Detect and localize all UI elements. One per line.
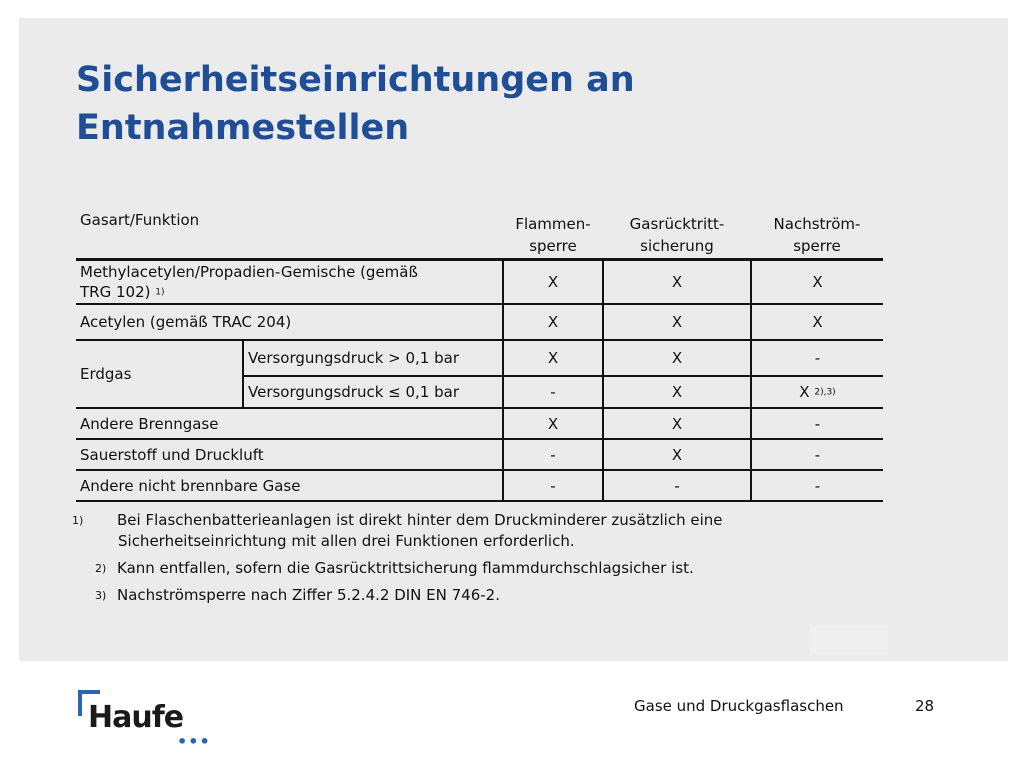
- cell-value: X: [603, 376, 751, 408]
- title-line-2: Entnahmestellen: [76, 108, 410, 148]
- footnote-text: Bei Flaschenbatterieanlagen ist direkt hinter dem Druckminderer zusätzlich eine Sicherheitseinrichtung mit allen drei Funktionen erforderlich.: [117, 511, 723, 550]
- footnote-marker: 2): [95, 562, 107, 575]
- header-gasart: Gasart/Funktion: [76, 205, 503, 260]
- haufe-logo: [78, 690, 211, 751]
- table-row: [76, 304, 883, 340]
- page-number: 28: [915, 697, 935, 715]
- row-label: Acetylen (gemäß TRAC 204): [76, 304, 503, 340]
- cell-value: X: [751, 304, 883, 340]
- row-label: Andere Brenngase: [76, 408, 503, 439]
- row-label: Sauerstoff und Druckluft: [76, 439, 503, 470]
- footnote-text: Nachströmsperre nach Ziffer 5.2.4.2 DIN EN 746-2.: [117, 586, 500, 604]
- cell-value: X 2),3): [751, 376, 883, 408]
- cell-value: X: [603, 304, 751, 340]
- footnote-2: [95, 558, 855, 579]
- row-sublabel: Versorgungsdruck ≤ 0,1 bar: [243, 376, 503, 408]
- cell-value: -: [751, 439, 883, 470]
- table-row: [76, 439, 883, 470]
- footnote-3: [95, 585, 855, 606]
- cell-value: X: [503, 408, 603, 439]
- row-group-label: Erdgas: [76, 340, 243, 408]
- slide-title: [76, 56, 836, 152]
- footnotes: [72, 510, 855, 612]
- cell-value: -: [503, 470, 603, 501]
- header-nachstroem: Nachström- sperre: [751, 205, 883, 260]
- cell-value: X: [503, 260, 603, 305]
- table-row: [76, 408, 883, 439]
- cell-value: -: [503, 439, 603, 470]
- row-sublabel: Versorgungsdruck > 0,1 bar: [243, 340, 503, 376]
- footnote-1: [72, 510, 855, 552]
- cell-value: X: [503, 304, 603, 340]
- cell-value: X: [603, 408, 751, 439]
- header-gasruecktritt: Gasrücktritt- sicherung: [603, 205, 751, 260]
- footnote-text: Kann entfallen, sofern die Gasrücktrittsicherung flammdurchschlagsicher ist.: [117, 559, 694, 577]
- header-flammensperre: Flammen- sperre: [503, 205, 603, 260]
- footnote-marker: 1): [72, 514, 84, 527]
- row-label: Methylacetylen/Propadien-Gemische (gemäß TRG 102) 1): [76, 260, 503, 305]
- logo-wordmark: Haufe: [88, 700, 184, 735]
- cell-value: X: [751, 260, 883, 305]
- footnote-ref: 1): [155, 287, 165, 298]
- footer-title: Gase und Druckgasflaschen: [634, 697, 844, 715]
- cell-value: -: [503, 376, 603, 408]
- table-row: [76, 340, 883, 376]
- cell-value: -: [751, 408, 883, 439]
- row-label: Andere nicht brennbare Gase: [76, 470, 503, 501]
- cell-value: X: [603, 439, 751, 470]
- safety-table: [76, 205, 883, 502]
- table-row: [76, 260, 883, 305]
- title-line-1: Sicherheitseinrichtungen an: [76, 60, 635, 100]
- cell-value: X: [503, 340, 603, 376]
- table-row: [76, 470, 883, 501]
- cell-value: X: [603, 340, 751, 376]
- decorative-box: [810, 625, 888, 655]
- cell-value: -: [603, 470, 751, 501]
- logo-dots-icon: •••: [177, 732, 211, 751]
- table-header-row: [76, 205, 883, 260]
- cell-value: -: [751, 470, 883, 501]
- footnote-ref: 2),3): [814, 387, 836, 398]
- cell-value: X: [603, 260, 751, 305]
- footnote-marker: 3): [95, 589, 107, 602]
- cell-value: -: [751, 340, 883, 376]
